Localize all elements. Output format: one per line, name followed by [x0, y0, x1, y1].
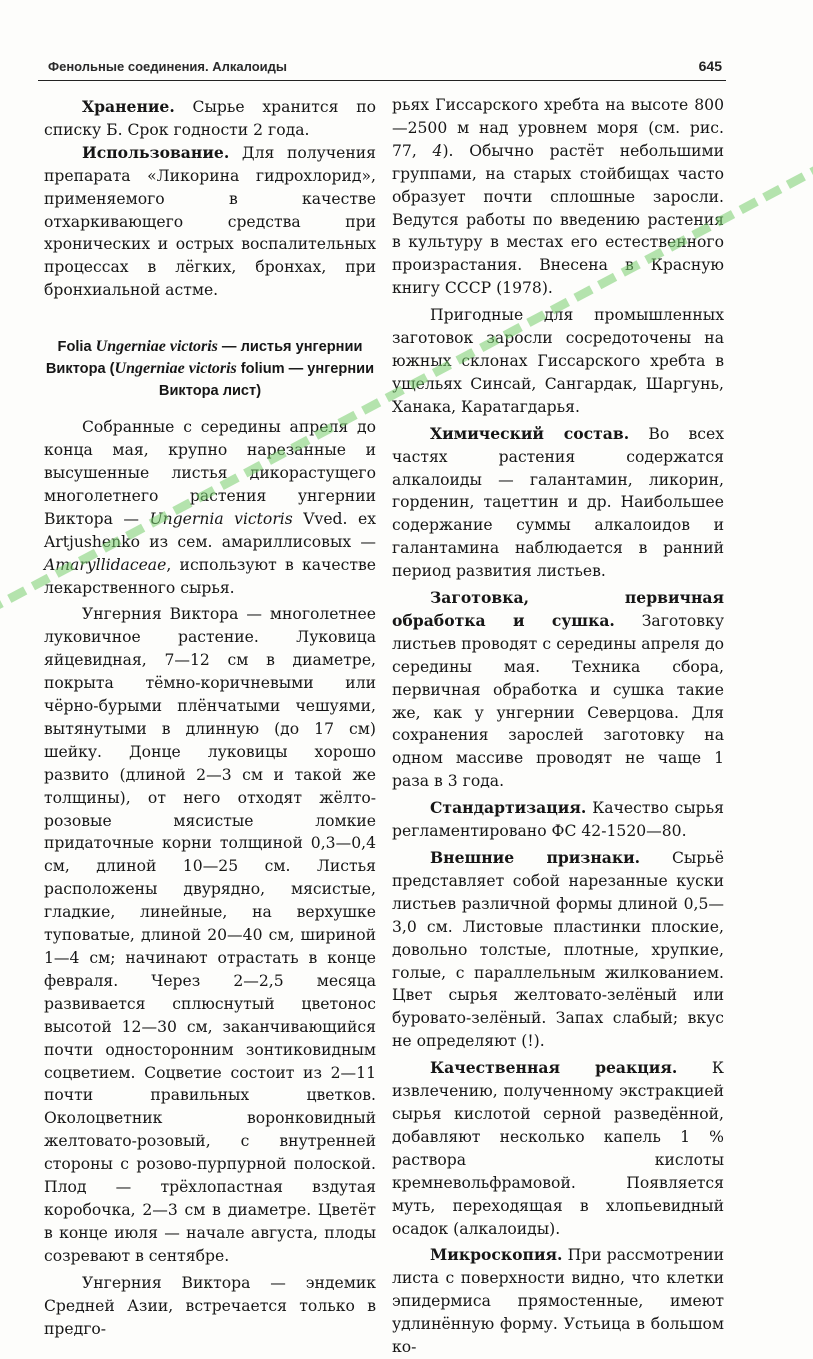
- range-continued-paragraph: [392, 94, 724, 300]
- heading-part: — унгернии Виктора лист): [158, 361, 375, 400]
- standard-paragraph: [392, 797, 724, 843]
- range-paragraph: Унгерния Виктора — эндемик Средней Азии, встречается только в предго-: [44, 1273, 376, 1338]
- storage-label: Хранение.: [82, 97, 175, 116]
- figure-ref: 4: [432, 141, 443, 160]
- harvest-area-paragraph: Пригодные для промышленных заготовок заросли сосредоточены на южных склонах Гиссарского хребта в ущельях Синсай, Сангардак, Шаргунь, Ханака, Каратагдарья.: [392, 306, 724, 416]
- page-number: 645: [698, 58, 722, 74]
- chemistry-label: Химический состав.: [430, 423, 630, 443]
- range-text: ). Обычно растёт небольшими группами, на старых стойбищах часто образует почти сплошные заросли. Ведутся работы по введению растения в культуру в местах его естественного произрастания. Внесена в Красную книгу СССР (1978).: [392, 141, 724, 298]
- heading-part: folium: [236, 361, 285, 378]
- reaction-paragraph: [392, 1057, 724, 1240]
- running-head-title: Фенольные соединения. Алкалоиды: [48, 59, 287, 74]
- reaction-text: К извлечению, полученному экстракцией сырья кислотой серной разведённой, добавляют несколько капель 1 % раствора кислоты кремневольфрамовой. Появляется муть, переходящая в хлопьевидный осадок (алкалоиды).: [392, 1059, 724, 1238]
- intro-text: Собранные с середины апреля до конца мая, крупно нарезанные и высушенные листья дикорастущего многолетнего растения унгернии Виктора —: [44, 418, 376, 528]
- storage-paragraph: [44, 96, 376, 142]
- features-paragraph: [392, 847, 724, 1053]
- reaction-label: Качественная реакция.: [430, 1058, 678, 1078]
- species-name: Ungernia victoris: [149, 509, 293, 528]
- intro-text: Vved. ex Artjushenko из сем. амариллисовых —: [44, 509, 376, 551]
- storage-text: Сырье хранится по списку Б. Срок годности 2 года.: [44, 98, 376, 139]
- usage-label: Использование.: [82, 142, 230, 162]
- microscopy-label: Микроскопия.: [430, 1245, 563, 1265]
- standard-text: Качество сырья регламентировано ФС 42-1520—80.: [392, 799, 724, 841]
- harvest-paragraph: [392, 587, 724, 793]
- heading-part: Folia: [57, 339, 96, 356]
- heading-latin: Ungerniae victoris: [114, 360, 237, 378]
- chemistry-paragraph: [392, 423, 724, 583]
- usage-paragraph: [44, 142, 376, 302]
- standard-label: Стандартизация.: [430, 798, 587, 818]
- left-column: [44, 96, 376, 1340]
- running-head: [38, 54, 726, 81]
- features-text: Сырьё представляет собой нарезанные куски листьев различной формы длиной 0,5—3,0 см. Листовые пластинки плоские, довольно толстые, плотные, хрупкие, голые, с параллельным жилкованием. Цвет сырья желтовато-зелёный или буровато-зелёный. Запах слабый; вкус не определяют (!).: [392, 849, 724, 1051]
- range-text: рьях Гиссарского хребта на высоте 800—2500 м над уровнем моря (см. рис. 77,: [392, 96, 724, 160]
- usage-text: Для получения препарата «Ликорина гидрохлорид», применяемого в качестве отхаркивающего средства при хронических и острых воспалительных процессах в лёгких, бронхах, при бронхиальной астме.: [44, 143, 376, 300]
- harvest-label: Заготовка, первичная обработка и сушка.: [392, 588, 724, 630]
- microscopy-paragraph: [392, 1244, 724, 1359]
- features-label: Внешние признаки.: [430, 848, 641, 867]
- intro-text: , используют в качестве лекарственного сырья.: [44, 555, 376, 597]
- description-paragraph: Унгерния Виктора — многолетнее луковичное растение. Луковица яйцевидная, 7—12 см в диаметре, покрыта тёмно-коричневыми или чёрно-бурыми плёнчатыми чешуями, вытянутыми в длинную (до 17 см) шейку. Донце луковицы хорошо развито (длиной 2—3 см и такой же толщины), от него отходят жёлто-розовые мясистые ломкие придаточные корни толщиной 0,3—0,4 см, длиной 10—25 см. Листья расположены двурядно, мясистые, гладкие, линейные, на верхушке туповатые, длиной 20—40 см, шириной 1—4 см; начинают отрастать в конце февраля. Через 2—2,5 месяца развивается сплюснутый цветонос высотой 12—30 см, заканчивающийся почти односторонним зонтиковидным соцветием. Соцветие состоит из 2—11 почти правильных цветков. Околоцветник воронковидный желтовато-розовый, с внутренней стороны с розово-пурпурной полоской. Плод — трёхлопастная вздутая коробочка, 2—3 см в диаметре. Цветёт в конце июля — начале августа, плоды созревают в сентябре.: [44, 605, 376, 1265]
- intro-paragraph: [44, 416, 376, 599]
- chemistry-text: Во всех частях растения содержатся алкалоиды — галантамин, ликорин, горденин, тацеттин и др. Наибольшее содержание суммы алкалоидов и галантамина наблюдается в ранний период развития листьев.: [392, 424, 724, 581]
- harvest-text: Заготовку листьев проводят с середины апреля до середины мая. Техника сбора, первичная обработка и сушка такие же, как у унгернии Северцова. Для сохранения зарослей заготовку на одном массиве проводят не чаще 1 раза в 3 года.: [392, 611, 725, 791]
- heading-latin: Ungerniae victoris: [95, 338, 218, 356]
- section-heading: [44, 336, 376, 402]
- family-name: Amaryllidaceae: [44, 555, 167, 574]
- microscopy-text: При рассмотрении листа с поверхности видно, что клетки эпидермиса прямостенные, имеют удлинённую форму. Устьица в большом ко-: [392, 1246, 724, 1357]
- right-column: [392, 94, 724, 1359]
- heading-part: — листья унгернии Виктора (: [45, 339, 363, 378]
